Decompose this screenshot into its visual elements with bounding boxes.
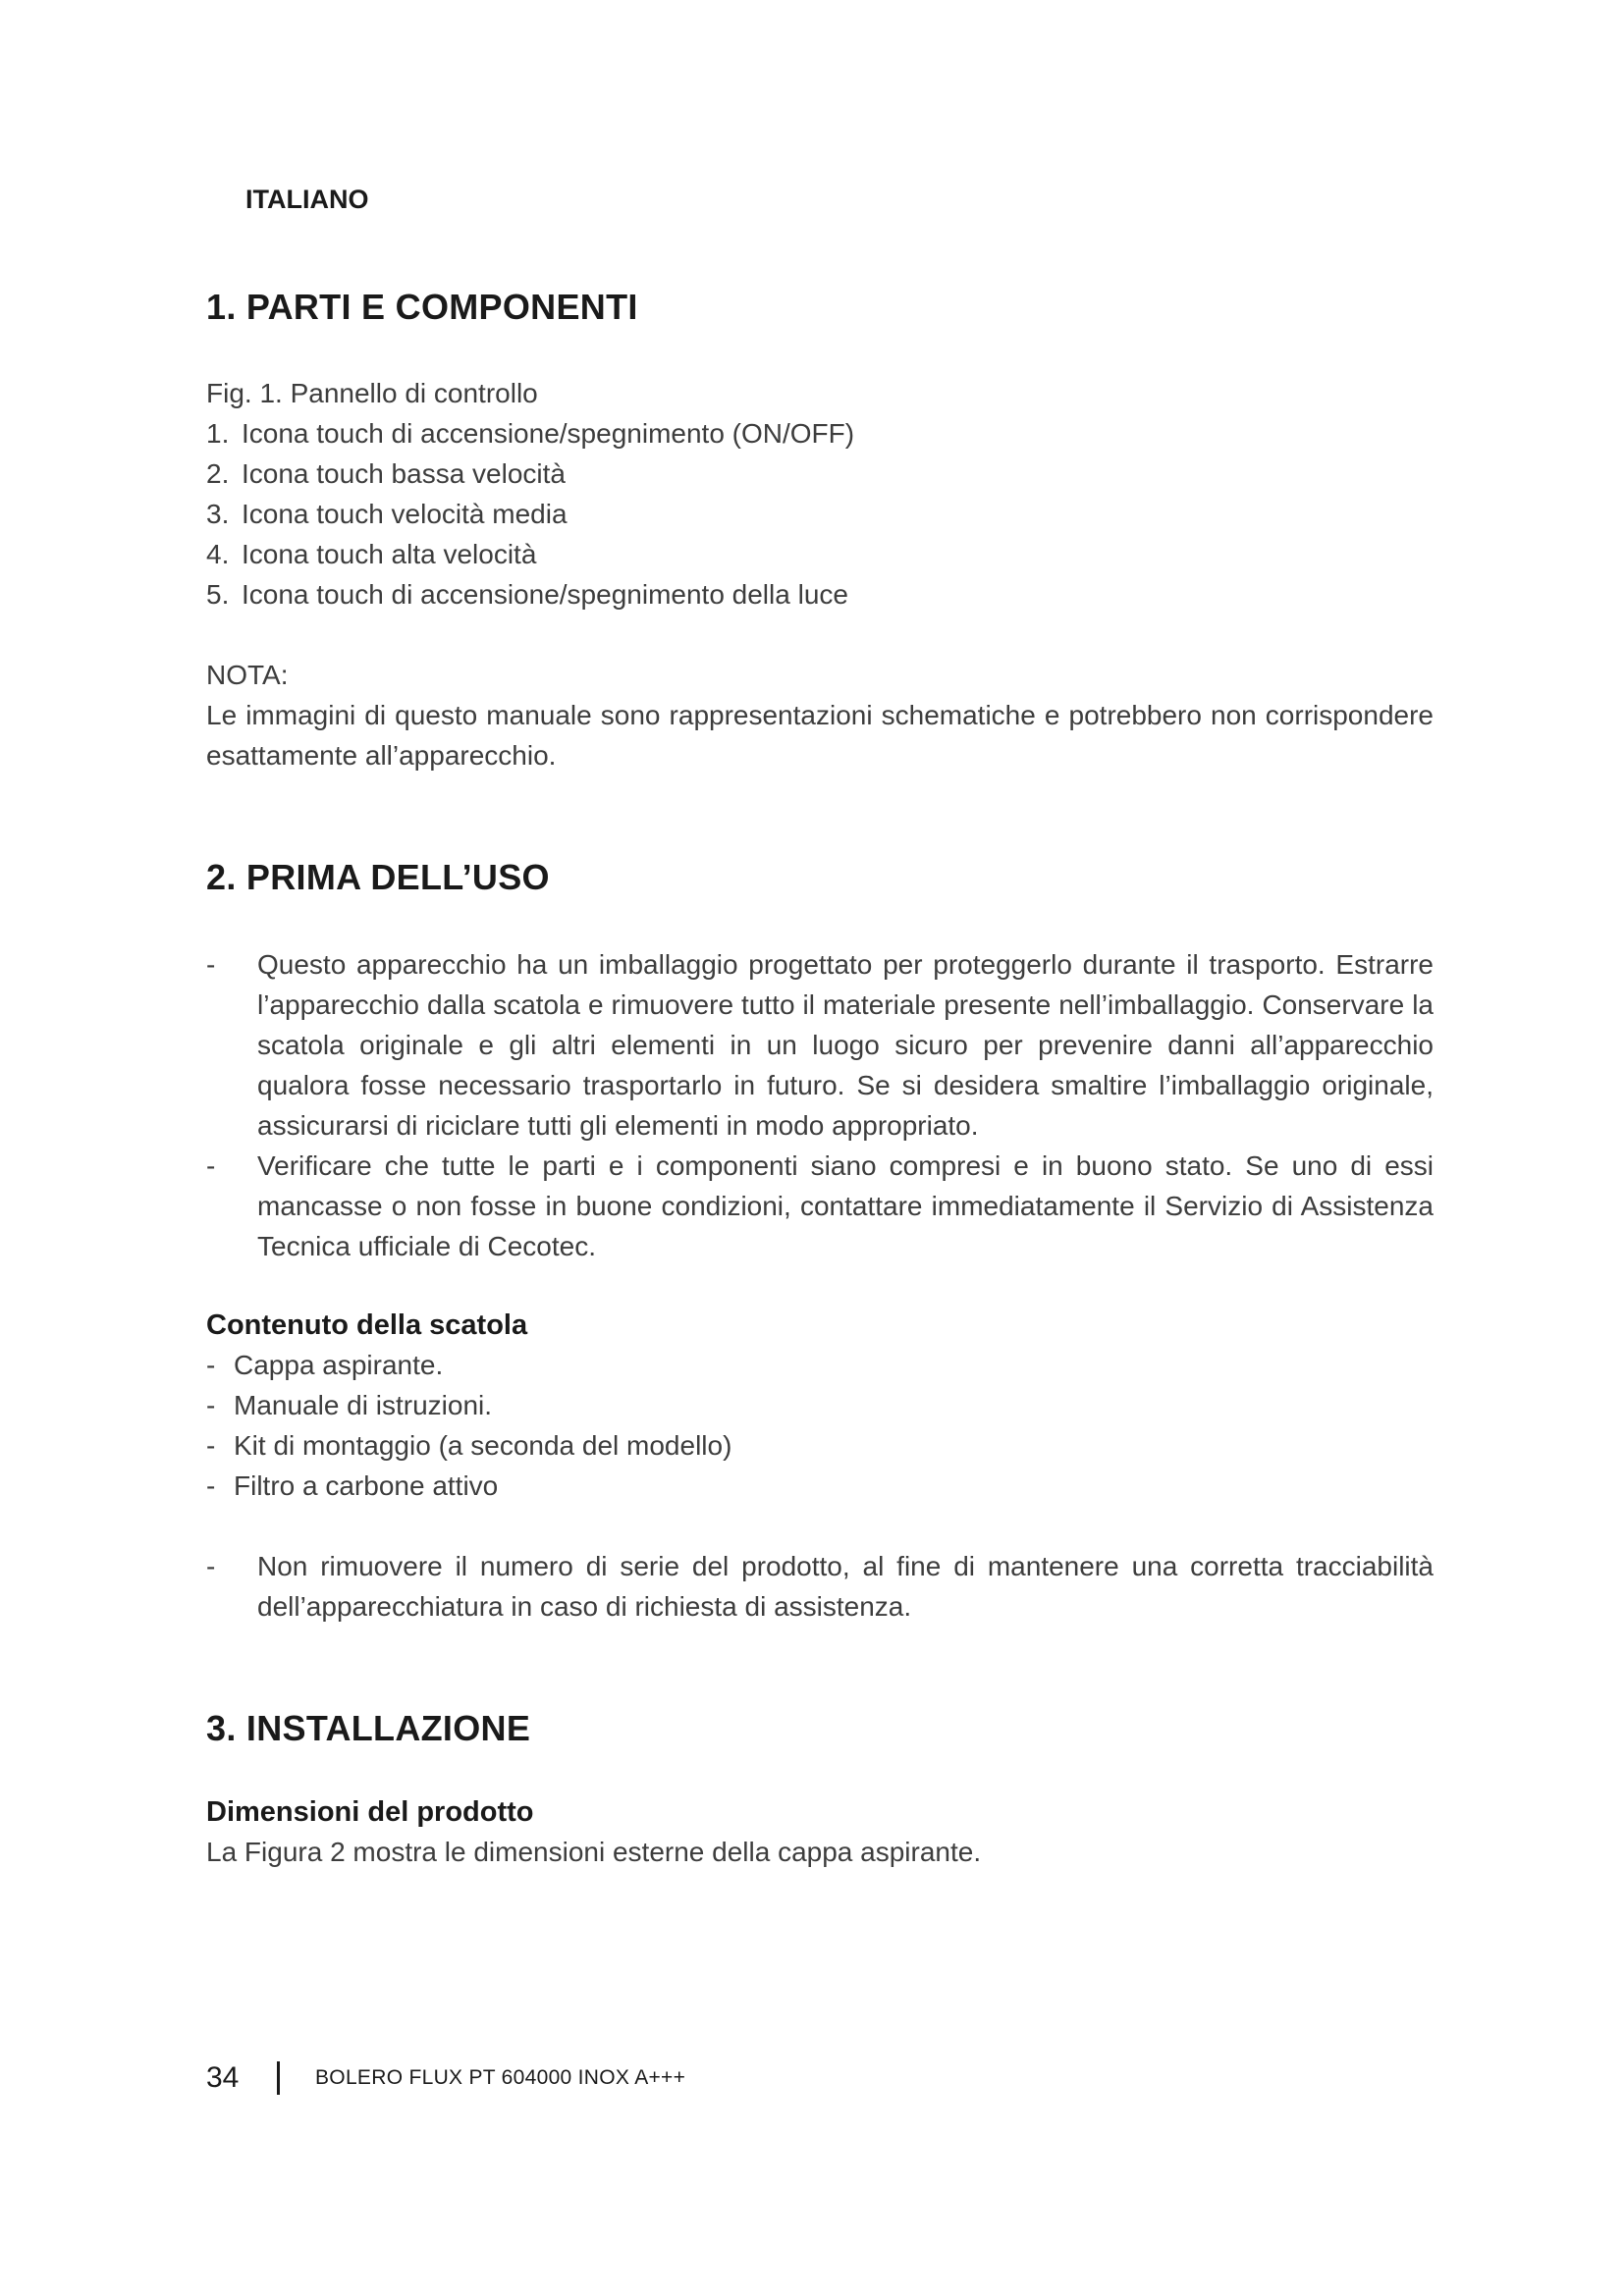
list-item [206, 944, 1434, 1146]
list-item-number: 4. [206, 539, 230, 569]
list-item-text: Non rimuovere il numero di serie del prodotto, al fine di mantenere una corretta tracciabilità dell’apparecchiatura in caso di richiesta di assistenza. [257, 1551, 1434, 1622]
list-item-text: Icona touch velocità media [242, 499, 568, 529]
note-block [206, 655, 1434, 775]
list-item-text: Icona touch bassa velocità [242, 458, 566, 489]
list-item-number: 1. [206, 418, 230, 449]
section-3-title: 3. INSTALLAZIONE [206, 1708, 531, 1748]
dimensions-text: La Figura 2 mostra le dimensioni esterne della cappa aspirante. [206, 1837, 982, 1867]
box-contents-title: Contenuto della scatola [206, 1309, 528, 1341]
list-item [206, 494, 1434, 534]
section-1-title: 1. PARTI E COMPONENTI [206, 287, 638, 327]
box-contents-list [206, 1345, 1434, 1506]
note-label: NOTA: [206, 660, 289, 690]
dash-marker: - [206, 1350, 216, 1380]
list-item-number: 5. [206, 579, 230, 610]
dimensions-block [206, 1792, 1434, 1872]
dash-marker: - [206, 1150, 216, 1181]
list-item-number: 2. [206, 458, 230, 489]
list-item [206, 1466, 1434, 1506]
language-label: ITALIANO [245, 185, 369, 214]
serial-note-list [206, 1546, 1434, 1627]
list-item [206, 1425, 1434, 1466]
list-item-text: Filtro a carbone attivo [234, 1470, 499, 1501]
dash-marker: - [206, 1430, 216, 1461]
list-item-text: Icona touch di accensione/spegnimento (ON/OFF) [242, 418, 855, 449]
list-item [206, 1546, 1434, 1627]
section-2-title: 2. PRIMA DELL’USO [206, 857, 550, 897]
list-item [206, 454, 1434, 494]
dimensions-title: Dimensioni del prodotto [206, 1796, 534, 1828]
figure-caption: Fig. 1. Pannello di controllo [206, 378, 538, 408]
list-item-text: Icona touch alta velocità [242, 539, 537, 569]
section-1-parts-list [206, 373, 1434, 614]
list-item-number: 3. [206, 499, 230, 529]
list-item [206, 413, 1434, 454]
dash-marker: - [206, 949, 216, 980]
page-footer [206, 2061, 685, 2095]
list-item-text: Manuale di istruzioni. [234, 1390, 493, 1420]
product-name: BOLERO FLUX PT 604000 INOX A+++ [315, 2066, 686, 2089]
list-item [206, 534, 1434, 574]
serial-note-block [206, 1546, 1434, 1627]
list-item-text: Questo apparecchio ha un imballaggio progettato per proteggerlo durante il trasporto. Estrarre l’apparecchio dalla scatola e rimuovere tutto il materiale presente nell’imballaggio. Conservare la scatola originale e gli altri elementi in un luogo sicuro per prevenire danni all’apparecchio qualora fosse necessario trasportarlo in futuro. Se si desidera smaltire l’imballaggio originale, assicurarsi di riciclare tutti gli elementi in modo appropriato. [257, 949, 1434, 1141]
dash-marker: - [206, 1390, 216, 1420]
list-item-text: Verificare che tutte le parti e i componenti siano compresi e in buono stato. Se uno di essi mancasse o non fosse in buone condizioni, contattare immediatamente il Servizio di Assistenza Tecnica ufficiale di Cecotec. [257, 1150, 1434, 1261]
list-item [206, 1146, 1434, 1266]
page-number: 34 [206, 2061, 240, 2094]
footer-divider [277, 2061, 280, 2095]
list-item-text: Kit di montaggio (a seconda del modello) [234, 1430, 732, 1461]
list-item-text: Icona touch di accensione/spegnimento della luce [242, 579, 848, 610]
section-2-bullets [206, 944, 1434, 1266]
parts-list [206, 413, 1434, 614]
list-item [206, 1345, 1434, 1385]
dash-marker: - [206, 1551, 216, 1581]
note-text: Le immagini di questo manuale sono rappresentazioni schematiche e potrebbero non corrispondere esattamente all’apparecchio. [206, 700, 1434, 771]
list-item-text: Cappa aspirante. [234, 1350, 444, 1380]
dash-marker: - [206, 1470, 216, 1501]
list-item [206, 574, 1434, 614]
preuse-list [206, 944, 1434, 1266]
list-item [206, 1385, 1434, 1425]
box-contents-block [206, 1306, 1434, 1506]
